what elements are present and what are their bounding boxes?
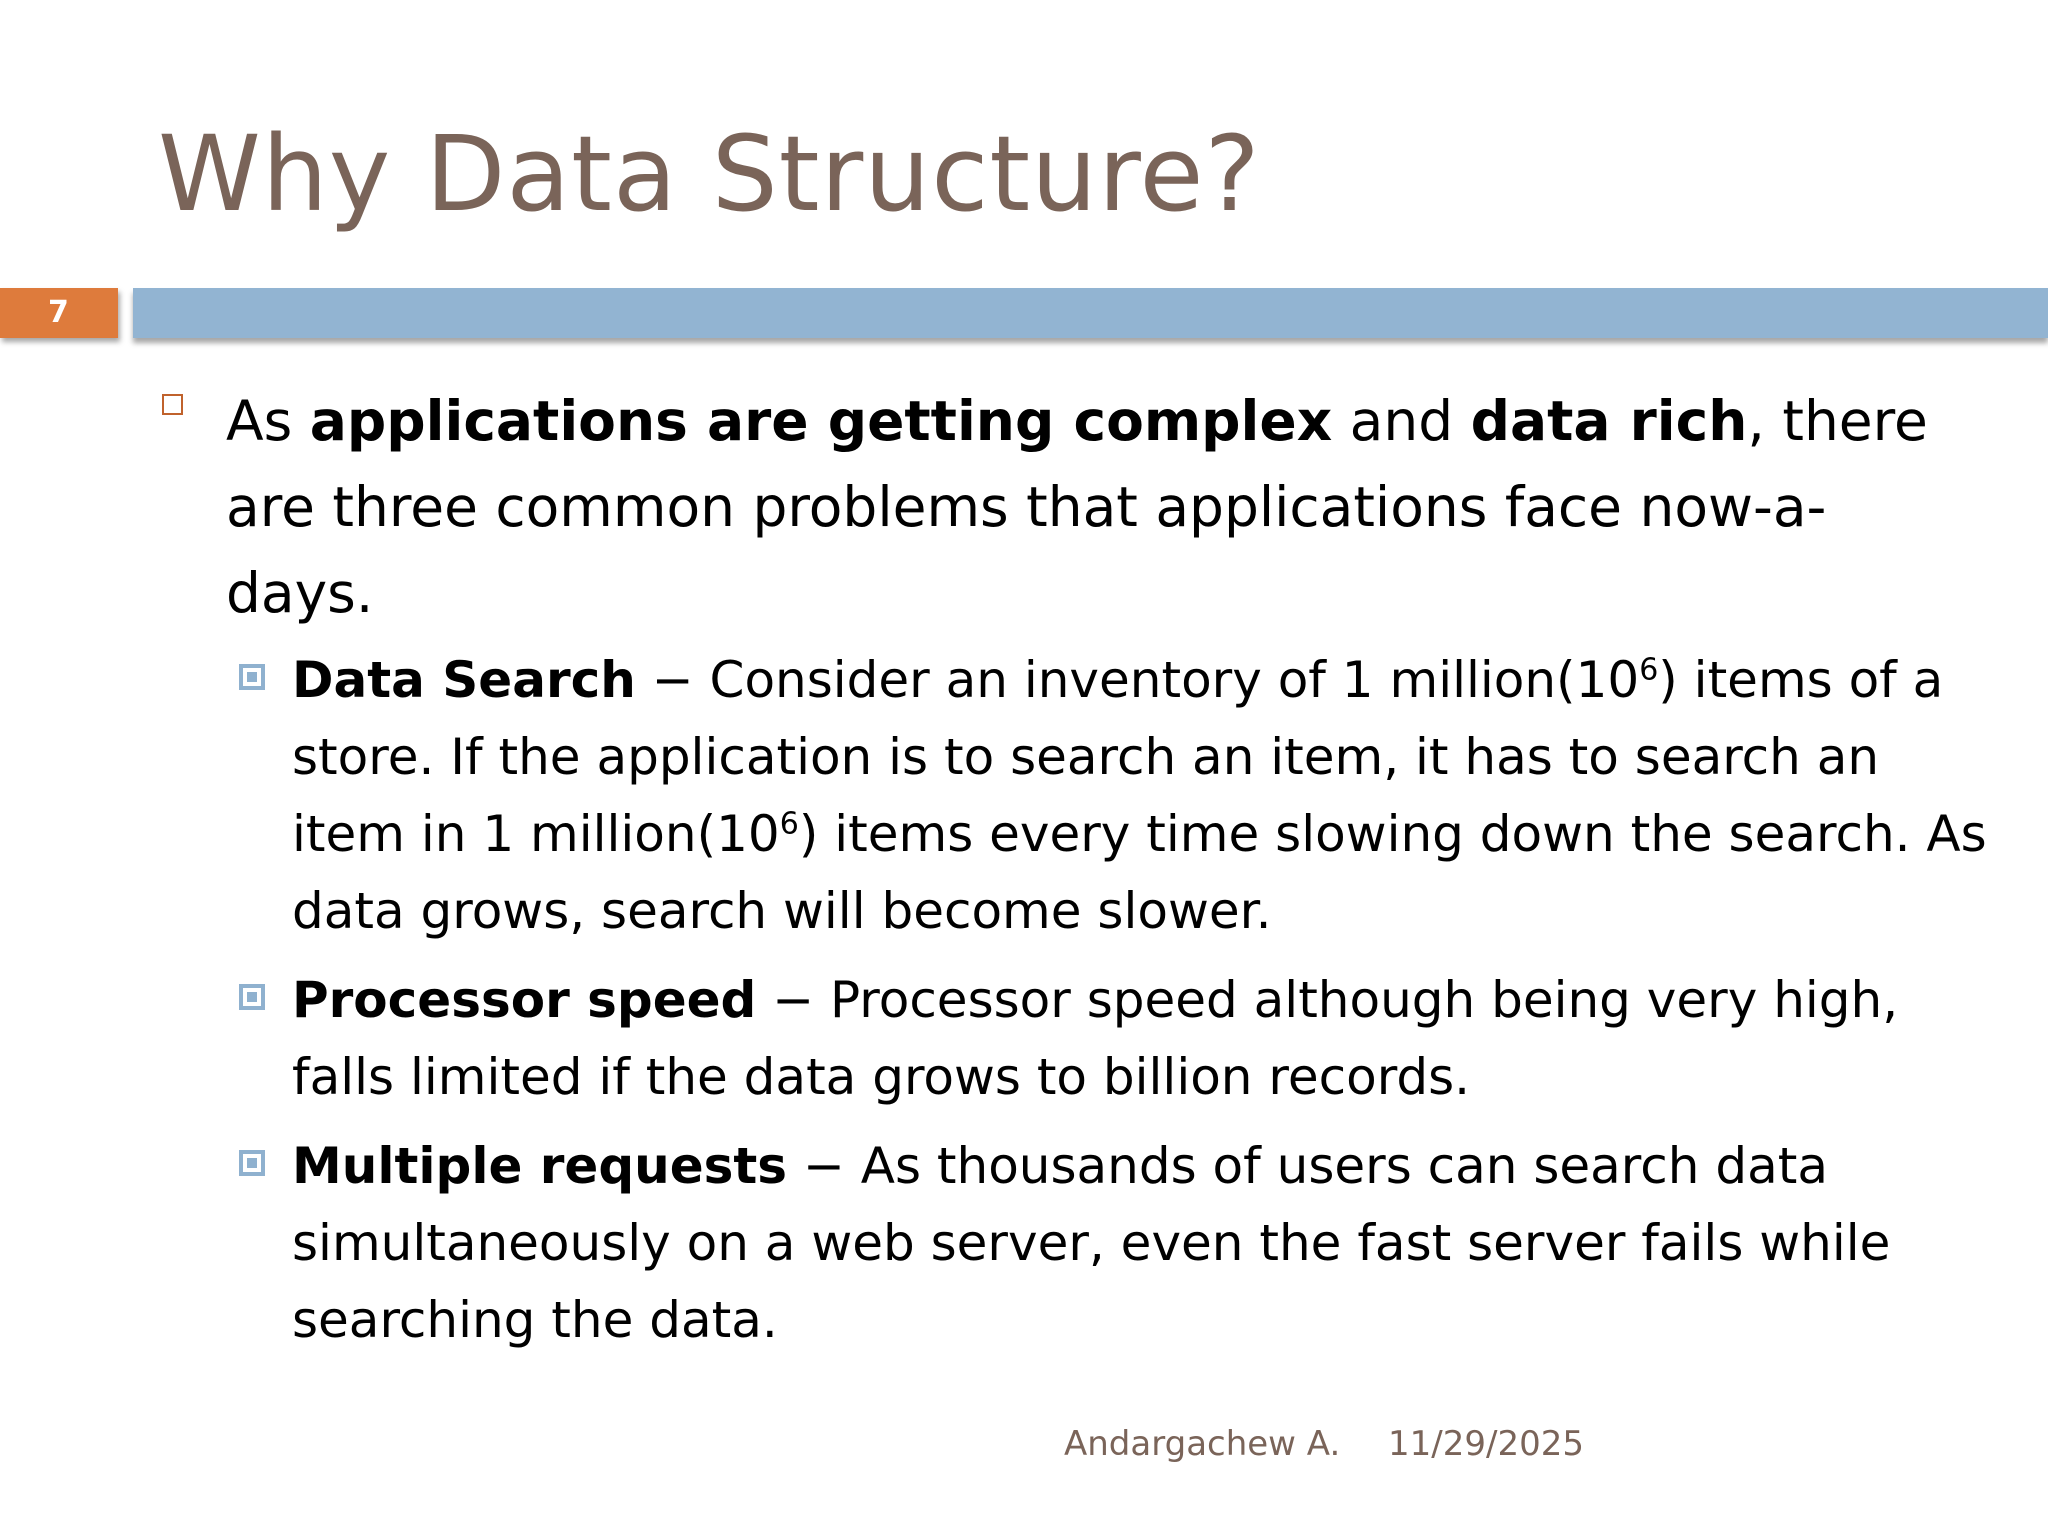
square-bullet-icon (239, 664, 265, 690)
slide-title: Why Data Structure? (158, 113, 1261, 235)
bullet-intro (160, 378, 1946, 636)
title-divider-bar (133, 288, 2048, 338)
bullet-term: Data Search (292, 651, 636, 709)
square-bullet-icon (239, 1150, 265, 1176)
square-bullet-icon (162, 394, 183, 415)
sub-bullet-processor-speed (160, 962, 1992, 1116)
intro-bold-1: applications are getting complex (309, 389, 1333, 453)
bullet-text: ) items every time slowing down the search. As data grows, search will become slower. (292, 805, 1987, 940)
bullet-text: Processor speed although being very high, falls limited if the data grows to billion records. (292, 971, 1899, 1106)
slide-body (160, 378, 1987, 1371)
intro-text-3: , there are three common problems that applications face now-a-days. (226, 389, 1928, 625)
sub-bullet-list (160, 642, 1987, 1359)
bullet-term: Processor speed (292, 971, 757, 1029)
bullet-term: Multiple requests (292, 1137, 788, 1195)
footer-author: Andargachew A. (1064, 1424, 1341, 1464)
intro-text-1: As (226, 389, 310, 453)
square-bullet-icon (239, 984, 265, 1010)
sub-bullet-data-search (160, 642, 1992, 950)
sub-bullet-multiple-requests (160, 1128, 1992, 1359)
superscript: 6 (1639, 652, 1659, 688)
bullet-dash: − (787, 1137, 861, 1195)
superscript: 6 (779, 806, 799, 842)
bullet-dash: − (635, 651, 710, 709)
bullet-text: As thousands of users can search data simultaneously on a web server, even the fast server fails while searching the data. (292, 1137, 1891, 1349)
bullet-text: Consider an inventory of 1 million(10 (709, 651, 1640, 709)
slide-number-badge: 7 (0, 288, 118, 338)
bullet-dash: − (756, 971, 830, 1029)
intro-bold-2: data rich (1470, 389, 1748, 453)
footer-date: 11/29/2025 (1388, 1424, 1584, 1464)
intro-text-2: and (1332, 389, 1471, 453)
bullet-text: ) items of a store. If the application is to search an item, it has to search an item in 1 million(10 (292, 651, 1944, 863)
